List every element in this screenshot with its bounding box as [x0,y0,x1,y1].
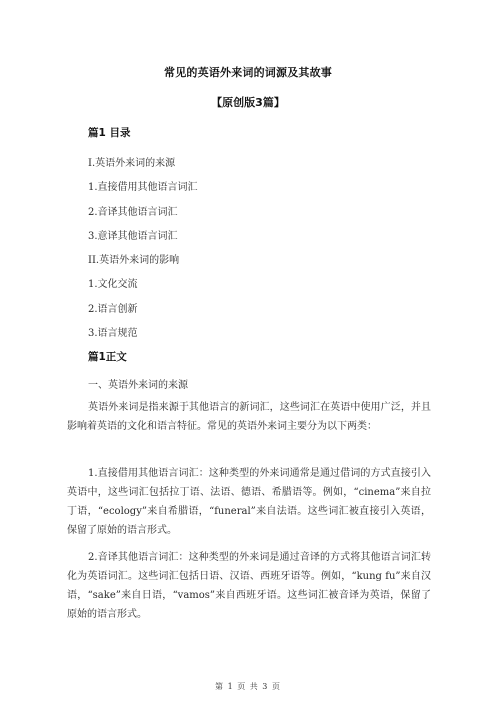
page-footer: 第 1 页 共 3 页 [215,682,281,691]
toc-heading: 篇1 目录 [88,127,131,139]
toc-item: II.英语外来词的影响 [88,255,180,266]
toc-item: 1.文化交流 [88,279,138,290]
document-title: 常见的英语外来词的词源及其故事 [164,66,332,79]
document-subtitle: 【原创版3篇】 [211,96,285,109]
body-heading: 篇1正文 [88,351,127,363]
toc-item: 1.直接借用其他语言词汇 [88,182,198,193]
toc-item: 2.音译其他语言词汇 [88,207,178,218]
toc-item: 2.语言创新 [88,304,138,315]
section-title: 一、英语外来词的来源 [88,380,188,391]
body-paragraph: 英语外来词是指来源于其他语言的新词汇，这些词汇在英语中使用广泛，并且影响着英语的文化和语言特征。常见的英语外来词主要分为以下两类： [67,402,431,432]
toc-item: I.英语外来词的来源 [88,158,176,169]
toc-item: 3.意译其他语言词汇 [88,231,178,242]
body-paragraph: 1.直接借用其他语言词汇：这种类型的外来词通常是通过借词的方式直接引入英语中，这些词汇包括拉丁语、法语、德语、希腊语等。例如，“cinema”来自拉丁语，“ecology”来自希腊语，“funeral”来自法语。这些词汇被直接引入英语，保留了原始的语言形式。 [67,468,431,536]
body-paragraph: 2.音译其他语言词汇：这种类型的外来词是通过音译的方式将其他语言词汇转化为英语词汇。这些词汇包括日语、汉语、西班牙语等。例如，“kung fu”来自汉语，“sake”来自日语，“vamos”来自西班牙语。这些词汇被音译为英语，保留了原始的语言形式。 [67,552,431,620]
toc-item: 3.语言规范 [88,328,138,339]
